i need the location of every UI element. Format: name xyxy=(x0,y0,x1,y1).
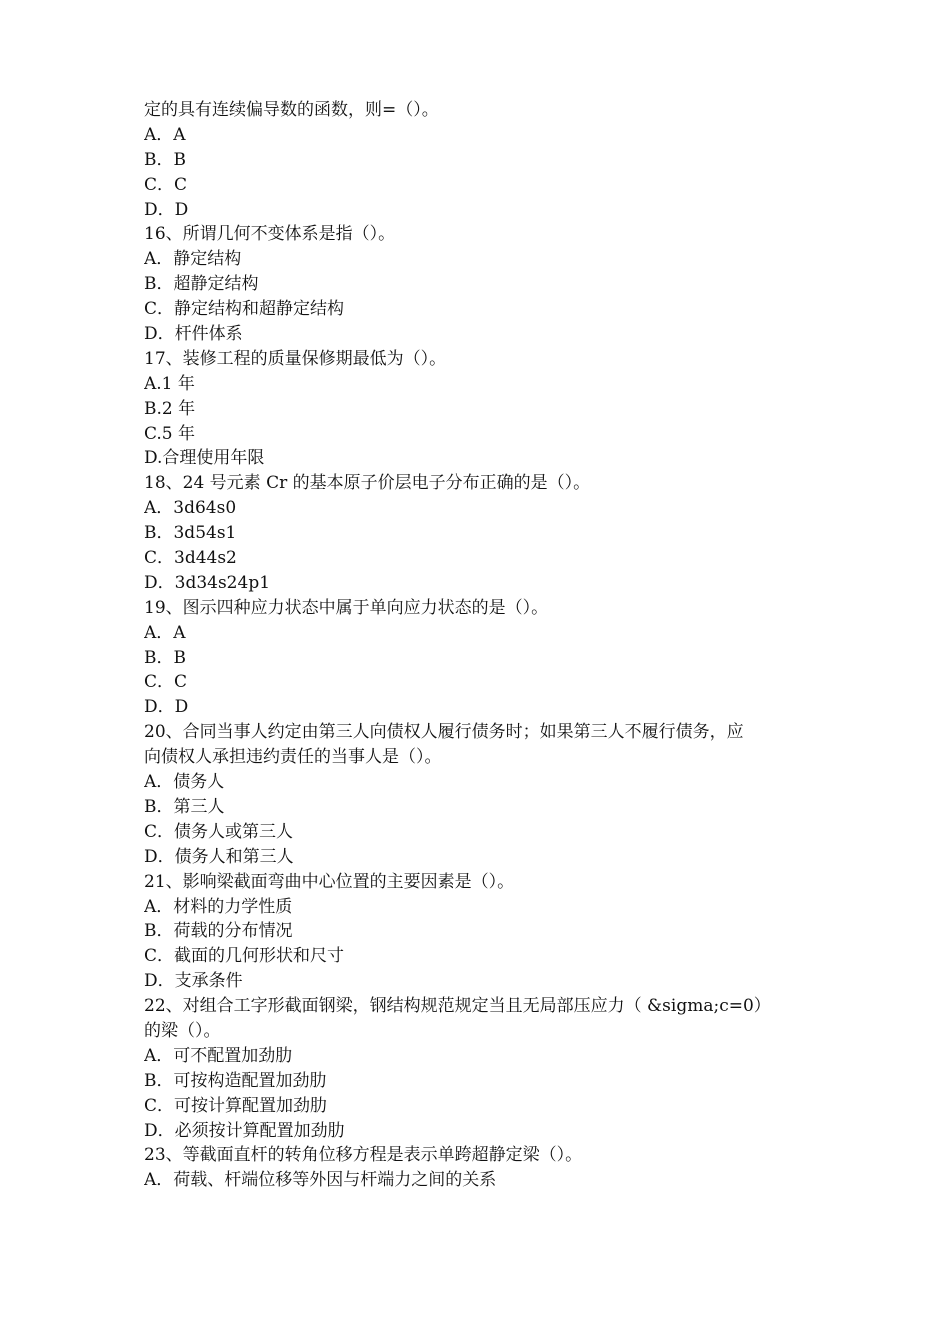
answer-option: B．可按构造配置加劲肋 xyxy=(144,1070,327,1091)
answer-option: A．静定结构 xyxy=(144,249,242,270)
answer-option: C．C xyxy=(144,174,188,195)
answer-option: D．3d34s24p1 xyxy=(144,572,271,593)
answer-option: D．债务人和第三人 xyxy=(144,846,294,867)
answer-option: D．必须按计算配置加劲肋 xyxy=(144,1120,345,1141)
question-18: 18、24 号元素 Cr 的基本原子价层电子分布正确的是（）。 xyxy=(144,473,591,494)
answer-option: D.合理使用年限 xyxy=(144,448,265,469)
answer-option: B．B xyxy=(144,149,186,170)
question-21: 21、影响梁截面弯曲中心位置的主要因素是（）。 xyxy=(144,871,515,892)
answer-option: C．C xyxy=(144,672,188,693)
answer-option: D．D xyxy=(144,697,189,718)
answer-option: B．3d54s1 xyxy=(144,523,237,544)
answer-option: A．A xyxy=(144,124,186,145)
answer-option: C．3d44s2 xyxy=(144,548,237,569)
question-20: 20、合同当事人约定由第三人向债权人履行债务时；如果第三人不履行债务，应 xyxy=(144,722,744,743)
answer-option: C．债务人或第三人 xyxy=(144,821,294,842)
answer-option: A.1 年 xyxy=(144,373,195,394)
answer-option: B．荷载的分布情况 xyxy=(144,921,293,942)
answer-option: D．杆件体系 xyxy=(144,324,243,345)
text-line: 定的具有连续偏导数的函数，则=（）。 xyxy=(144,100,439,120)
question-23: 23、等截面直杆的转角位移方程是表示单跨超静定梁（）。 xyxy=(144,1145,583,1166)
answer-option: A．荷载、杆端位移等外因与杆端力之间的关系 xyxy=(144,1170,497,1191)
answer-option: B.2 年 xyxy=(144,398,196,419)
answer-option: D．D xyxy=(144,199,189,220)
answer-option: D．支承条件 xyxy=(144,971,243,992)
answer-option: B．超静定结构 xyxy=(144,274,259,295)
answer-option: C.5 年 xyxy=(144,423,196,444)
answer-option: B．B xyxy=(144,647,186,668)
answer-option: A．可不配置加劲肋 xyxy=(144,1045,293,1066)
answer-option: B．第三人 xyxy=(144,796,225,817)
answer-option: C．静定结构和超静定结构 xyxy=(144,299,345,320)
question-17: 17、装修工程的质量保修期最低为（）。 xyxy=(144,348,447,369)
question-19: 19、图示四种应力状态中属于单向应力状态的是（）。 xyxy=(144,597,549,618)
document-text xyxy=(144,98,824,1193)
question-16: 16、所谓几何不变体系是指（）。 xyxy=(144,224,396,245)
answer-option: A．A xyxy=(144,622,186,643)
question-22: 22、对组合工字形截面钢梁，钢结构规范规定当且无局部压应力（ &sigma;c=0） xyxy=(144,996,771,1017)
answer-option: A．3d64s0 xyxy=(144,498,237,519)
answer-option: A．债务人 xyxy=(144,772,225,793)
question-22-continued: 的梁（）。 xyxy=(144,1020,221,1041)
question-20-continued: 向债权人承担违约责任的当事人是（）。 xyxy=(144,747,442,768)
answer-option: C．可按计算配置加劲肋 xyxy=(144,1095,328,1116)
answer-option: A．材料的力学性质 xyxy=(144,896,293,917)
answer-option: C．截面的几何形状和尺寸 xyxy=(144,946,345,967)
